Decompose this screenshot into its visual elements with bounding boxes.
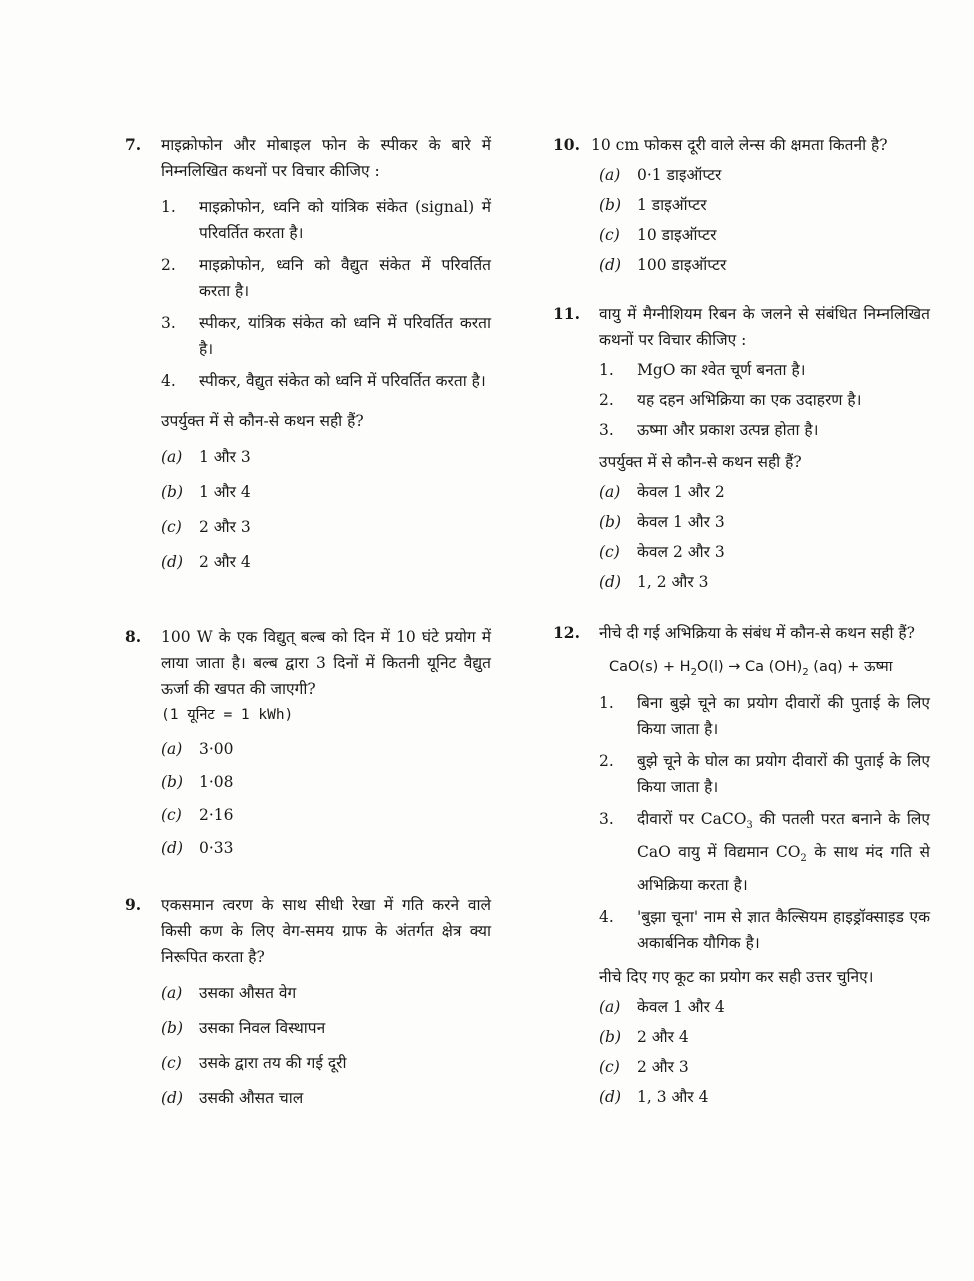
statement-subscript: 2 — [800, 853, 807, 865]
option-d — [161, 549, 491, 575]
statement-text: माइक्रोफोन, ध्वनि को यांत्रिक संकेत (signal) में परिवर्तित करता है। — [199, 198, 491, 242]
option-label: (a) — [161, 448, 183, 466]
option-d — [161, 1085, 491, 1111]
option-label: (a) — [161, 984, 183, 1002]
option-label: (d) — [161, 839, 184, 857]
option-a — [599, 479, 930, 505]
option-label: (b) — [599, 513, 622, 531]
question-7 — [125, 132, 491, 575]
option-text: 3·00 — [199, 740, 234, 758]
option-text: उसकी औसत चाल — [199, 1089, 304, 1107]
equation-subscript: 2 — [690, 666, 697, 678]
question-number: 12. — [553, 623, 580, 642]
statement-text: 'बुझा चूना' नाम से ज्ञात कैल्सियम हाइड्रॉक्साइड एक अकार्बनिक यौगिक है। — [637, 908, 930, 953]
option-label: (d) — [599, 573, 622, 591]
option-b — [161, 1015, 491, 1041]
question-number: 7. — [125, 135, 142, 154]
statement-text: MgO का श्वेत चूर्ण बनता है। — [637, 361, 806, 379]
question-text: नीचे दी गई अभिक्रिया के संबंध में कौन-से कथन सही हैं? — [599, 624, 915, 642]
statement-text: माइक्रोफोन, ध्वनि को वैद्युत संकेत में परिवर्तित करता है। — [199, 256, 491, 300]
question-9 — [125, 892, 491, 1111]
question-text: 10 cm फोकस दूरी वाले लेन्स की क्षमता कितनी है? — [591, 136, 888, 154]
statement-number: 3. — [161, 314, 176, 332]
option-d — [599, 569, 930, 595]
option-label: (c) — [161, 518, 182, 536]
chemical-equation — [609, 654, 930, 686]
question-number: 9. — [125, 895, 142, 914]
option-label: (d) — [161, 1089, 184, 1107]
statement-number: 4. — [599, 908, 614, 927]
option-text: 1, 2 और 3 — [637, 573, 709, 591]
statement-part: की पतली परत बनाने के लिए CaO वायु में विद्यमान CO — [637, 809, 930, 861]
option-text: 1 डाइऑप्टर — [637, 196, 707, 214]
question-12 — [553, 620, 930, 1110]
option-text: 1·08 — [199, 773, 234, 791]
option-c — [599, 539, 930, 565]
statement — [599, 387, 930, 413]
statement — [161, 310, 491, 362]
option-label: (c) — [599, 543, 620, 561]
statement-text: ऊष्मा और प्रकाश उत्पन्न होता है। — [637, 421, 819, 439]
question-text: 100 W के एक विद्युत् बल्ब को दिन में 10 घंटे प्रयोग में लाया जाता है। बल्ब द्वारा 3 दिनों में कितनी यूनिट वैद्युत ऊर्जा की खपत की जाएगी? — [161, 628, 491, 698]
option-d — [599, 252, 930, 278]
statement-text: बिना बुझे चूने का प्रयोग दीवारों की पुताई के लिए किया जाता है। — [637, 693, 930, 738]
option-d — [161, 835, 491, 861]
question-text: वायु में मैग्नीशियम रिबन के जलने से संबंधित निम्नलिखित कथनों पर विचार कीजिए : — [599, 305, 930, 349]
statement-text: स्पीकर, वैद्युत संकेत को ध्वनि में परिवर्तित करता है। — [199, 372, 486, 390]
question-text: एकसमान त्वरण के साथ सीधी रेखा में गति करने वाले किसी कण के लिए वेग-समय ग्राफ के अंतर्गत क्षेत्र क्या निरूपित करता है? — [161, 896, 491, 966]
option-label: (c) — [599, 1058, 620, 1077]
option-text: केवल 1 और 3 — [637, 513, 725, 531]
option-label: (a) — [161, 740, 183, 758]
option-text: केवल 1 और 2 — [637, 483, 725, 501]
option-text: 2 और 4 — [199, 553, 251, 571]
option-c — [161, 1050, 491, 1076]
option-text: केवल 1 और 4 — [637, 998, 725, 1017]
option-label: (b) — [599, 1028, 622, 1047]
statement-number: 3. — [599, 421, 614, 439]
statement-text: बुझे चूने के घोल का प्रयोग दीवारों की पुताई के लिए किया जाता है। — [637, 751, 930, 796]
statement-number: 2. — [599, 751, 614, 770]
option-text: 1, 3 और 4 — [637, 1088, 709, 1107]
option-text: 2·16 — [199, 806, 234, 824]
statement-text: यह दहन अभिक्रिया का एक उदाहरण है। — [637, 391, 862, 409]
option-a — [161, 980, 491, 1006]
question-number: 8. — [125, 627, 142, 646]
option-text: केवल 2 और 3 — [637, 543, 725, 561]
option-c — [161, 802, 491, 828]
option-label: (b) — [161, 773, 184, 791]
question-prompt: उपर्युक्त में से कौन-से कथन सही हैं? — [161, 412, 364, 430]
statement — [599, 417, 930, 443]
question-prompt: उपर्युक्त में से कौन-से कथन सही हैं? — [599, 453, 802, 471]
question-prompt: नीचे दिए गए कूट का प्रयोग कर सही उत्तर चुनिए। — [599, 968, 874, 987]
question-8 — [125, 624, 491, 861]
equation-subscript: 2 — [802, 666, 809, 678]
statement-text — [637, 810, 930, 894]
option-text: 2 और 3 — [637, 1058, 689, 1077]
option-text: 1 और 4 — [199, 483, 251, 501]
option-label: (d) — [161, 553, 184, 571]
option-text: उसके द्वारा तय की गई दूरी — [199, 1054, 347, 1072]
option-d — [599, 1084, 930, 1110]
question-10 — [553, 132, 930, 278]
question-11 — [553, 301, 930, 595]
statement — [599, 357, 930, 383]
statement — [599, 904, 930, 956]
statement-number: 2. — [599, 391, 614, 409]
option-label: (d) — [599, 1088, 622, 1107]
statement-number: 1. — [599, 693, 614, 712]
option-text: 10 डाइऑप्टर — [637, 226, 717, 244]
option-text: 2 और 3 — [199, 518, 251, 536]
option-label: (c) — [599, 226, 620, 244]
question-text: माइक्रोफोन और मोबाइल फोन के स्पीकर के बारे में निम्नलिखित कथनों पर विचार कीजिए : — [161, 136, 491, 180]
statement-number: 1. — [599, 361, 614, 379]
option-label: (c) — [161, 806, 182, 824]
option-b — [599, 509, 930, 535]
unit-note: (1 यूनिट = 1 kWh) — [161, 707, 294, 723]
equation-part: O(l) → Ca (OH) — [696, 659, 803, 675]
option-label: (a) — [599, 483, 621, 501]
statement-part: के साथ मंद गति से अभिक्रिया करता है। — [637, 842, 930, 895]
option-text: 0·1 डाइऑप्टर — [637, 166, 722, 184]
option-b — [599, 1024, 930, 1050]
option-c — [161, 514, 491, 540]
statement — [161, 194, 491, 246]
statement — [599, 748, 930, 800]
option-b — [161, 479, 491, 505]
option-label: (b) — [161, 1019, 184, 1037]
statement-subscript: 3 — [746, 819, 753, 831]
statement — [161, 368, 491, 394]
option-b — [599, 192, 930, 218]
option-label: (d) — [599, 256, 622, 274]
statement-number: 1. — [161, 198, 176, 216]
statement — [599, 806, 930, 898]
option-c — [599, 1054, 930, 1080]
statement-number: 4. — [161, 372, 176, 390]
option-text: 1 और 3 — [199, 448, 251, 466]
option-label: (a) — [599, 998, 621, 1017]
option-text: उसका औसत वेग — [199, 984, 297, 1002]
option-text: 2 और 4 — [637, 1028, 689, 1047]
equation-part: CaO(s) + H — [609, 659, 691, 675]
option-a — [161, 444, 491, 470]
option-text: उसका निवल विस्थापन — [199, 1019, 326, 1037]
option-c — [599, 222, 930, 248]
option-a — [161, 736, 491, 762]
option-a — [599, 994, 930, 1020]
question-number: 11. — [553, 304, 580, 323]
option-label: (b) — [599, 196, 622, 214]
statement — [161, 252, 491, 304]
option-text: 100 डाइऑप्टर — [637, 256, 727, 274]
equation-part: (aq) + ऊष्मा — [808, 659, 893, 675]
option-label: (c) — [161, 1054, 182, 1072]
statement-number: 3. — [599, 809, 614, 828]
statement — [599, 690, 930, 742]
option-a — [599, 162, 930, 188]
option-b — [161, 769, 491, 795]
statement-number: 2. — [161, 256, 176, 274]
option-text: 0·33 — [199, 839, 234, 857]
statement-text: स्पीकर, यांत्रिक संकेत को ध्वनि में परिवर्तित करता है। — [199, 314, 491, 358]
option-label: (a) — [599, 166, 621, 184]
option-label: (b) — [161, 483, 184, 501]
question-number: 10. — [553, 135, 580, 154]
statement-part: दीवारों पर CaCO — [637, 809, 747, 828]
